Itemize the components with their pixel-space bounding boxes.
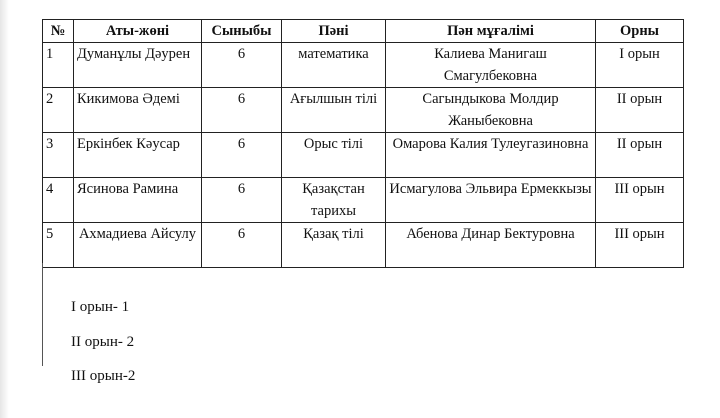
cell-teacher: Калиева Манигаш Смагулбековна bbox=[386, 43, 596, 88]
cell-name: Ясинова Рамина bbox=[74, 178, 202, 223]
cell-place: I орын bbox=[596, 43, 684, 88]
summary-first-place: I орын- 1 bbox=[71, 299, 130, 315]
cell-teacher: Исмагулова Эльвира Ермеккызы bbox=[386, 178, 596, 223]
cell-grade: 6 bbox=[202, 223, 282, 268]
header-subject: Пәні bbox=[282, 20, 386, 43]
table-row bbox=[43, 178, 684, 223]
cell-teacher: Абенова Динар Бектуровна bbox=[386, 223, 596, 268]
summary-second-place: II орын- 2 bbox=[71, 334, 135, 350]
cell-grade: 6 bbox=[202, 88, 282, 133]
header-number: № bbox=[43, 20, 74, 43]
table-row bbox=[43, 88, 684, 133]
header-name: Аты-жөні bbox=[74, 20, 202, 43]
table-row bbox=[43, 43, 684, 88]
margin-rule bbox=[42, 263, 43, 366]
cell-number: 4 bbox=[43, 178, 74, 223]
cell-subject: математика bbox=[282, 43, 386, 88]
results-table bbox=[42, 19, 684, 268]
cell-name: Думанұлы Дәурен bbox=[74, 43, 202, 88]
table-row bbox=[43, 133, 684, 178]
cell-grade: 6 bbox=[202, 178, 282, 223]
cell-number: 2 bbox=[43, 88, 74, 133]
cell-name: Кикимова Әдемі bbox=[74, 88, 202, 133]
cell-number: 3 bbox=[43, 133, 74, 178]
cell-subject: Ағылшын тілі bbox=[282, 88, 386, 133]
cell-place: III орын bbox=[596, 223, 684, 268]
cell-teacher: Сагындыкова Молдир Жаныбековна bbox=[386, 88, 596, 133]
cell-subject: Қазақ тілі bbox=[282, 223, 386, 268]
cell-name: Еркінбек Кәусар bbox=[74, 133, 202, 178]
cell-place: II орын bbox=[596, 133, 684, 178]
cell-number: 1 bbox=[43, 43, 74, 88]
page-edge-shadow bbox=[0, 0, 9, 418]
header-teacher: Пән мұғалімі bbox=[386, 20, 596, 43]
cell-grade: 6 bbox=[202, 133, 282, 178]
table-header-row bbox=[43, 20, 684, 43]
summary-third-place: III орын-2 bbox=[71, 368, 136, 384]
cell-name: Ахмадиева Айсулу bbox=[74, 223, 202, 268]
table-row bbox=[43, 223, 684, 268]
cell-grade: 6 bbox=[202, 43, 282, 88]
header-grade: Сыныбы bbox=[202, 20, 282, 43]
cell-subject: Қазақстан тарихы bbox=[282, 178, 386, 223]
cell-subject: Орыс тілі bbox=[282, 133, 386, 178]
cell-place: III орын bbox=[596, 178, 684, 223]
cell-teacher: Омарова Калия Тулеугазиновна bbox=[386, 133, 596, 178]
cell-place: II орын bbox=[596, 88, 684, 133]
cell-number: 5 bbox=[43, 223, 74, 268]
header-place: Орны bbox=[596, 20, 684, 43]
